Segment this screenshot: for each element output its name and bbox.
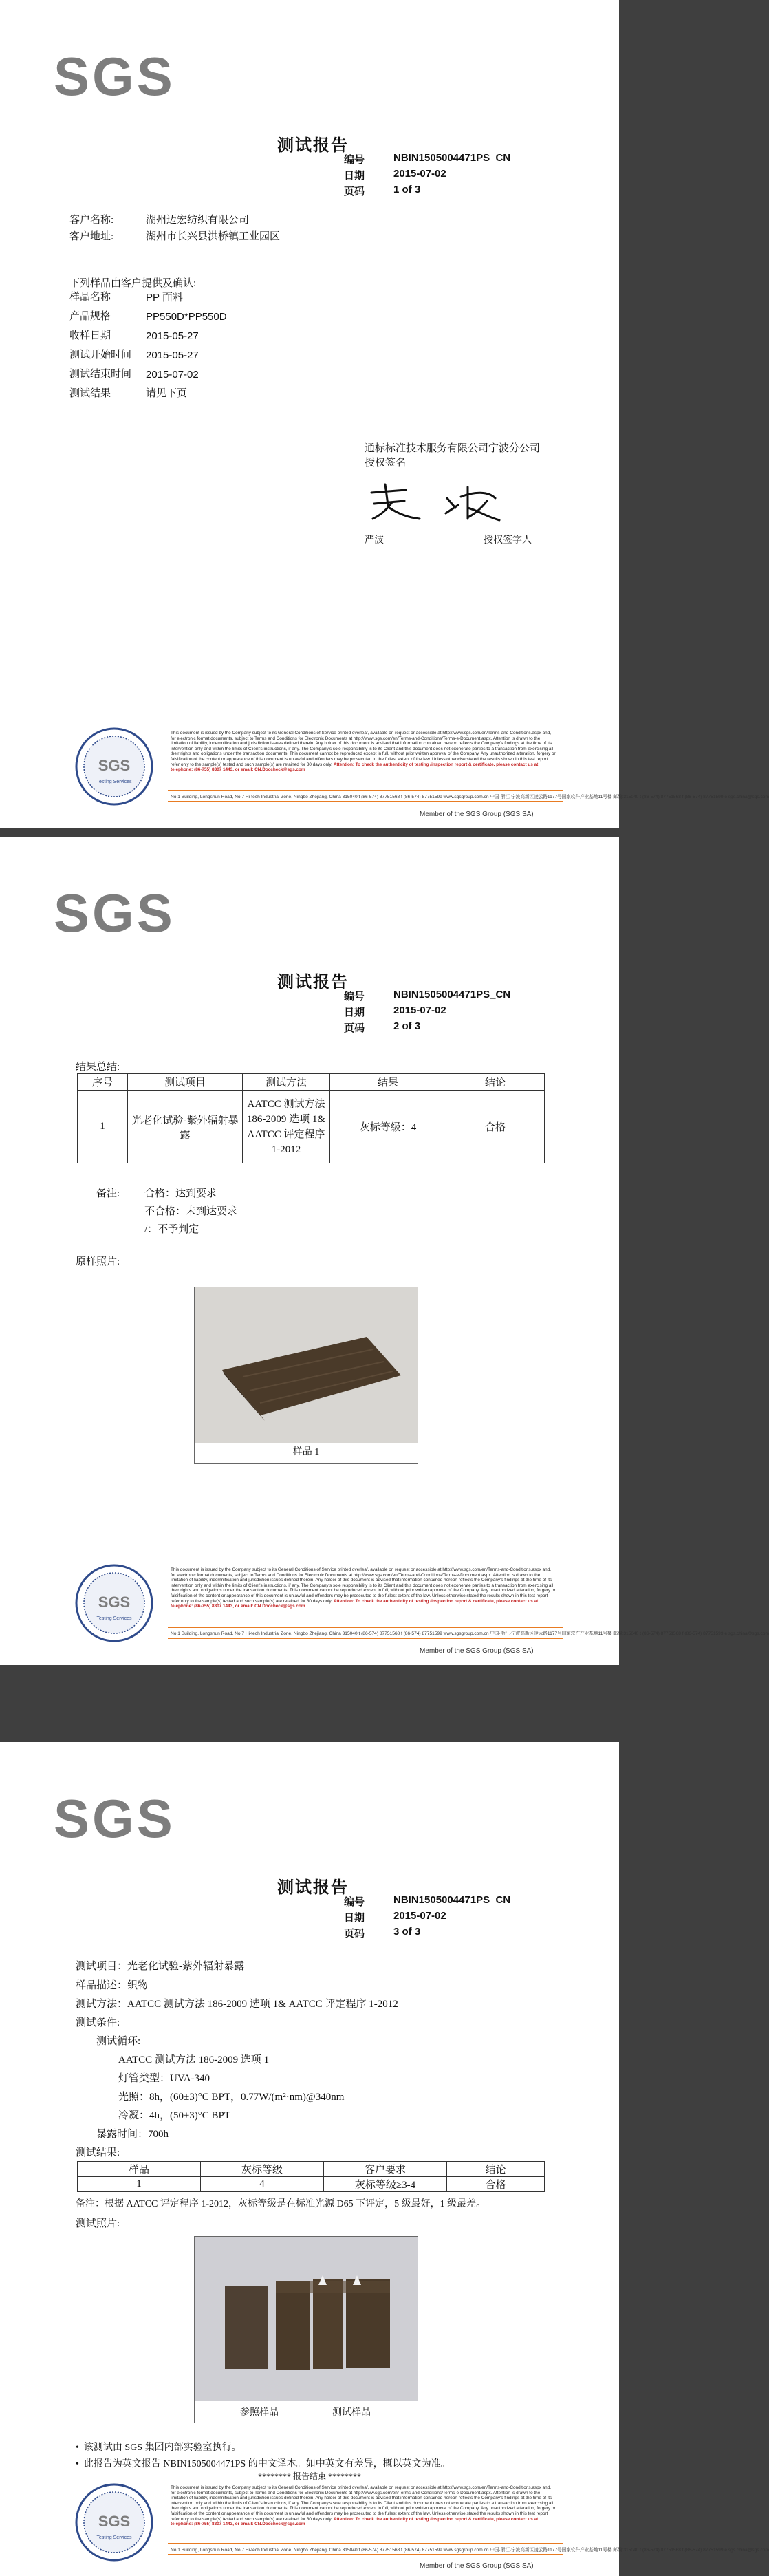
- sgs-testing-seal: [74, 2482, 154, 2562]
- sample-value: 2015-05-27: [146, 330, 199, 342]
- authorized-signature-label: 授权签名: [365, 458, 407, 469]
- authenticity-warning: Attention: To check the authenticity of testing /inspection report & certificate, please contact us at telephone: (86-755) 8307 1443, or email: CN.Doccheck@sgs.com: [171, 762, 539, 773]
- disclaimer-text: This document is issued by the Company subject to its General Conditions of Service printed overleaf, available on request or accessible at http://www.sgs.com/en/Terms-and-Conditions.aspx and, for electronic format documents, subject to Terms and Conditions for Electronic Documents at http://www.sgs.com/en/Terms-and-Conditions/Terms-e-Document.aspx. Attention is drawn to the limitation of liability, indemnification and jurisdiction issues defined therein. Any holder of this document is advised that information contained hereon reflects the Company's findings at the time of its intervention only and within the limits of Client's instructions, if any. The Company's sole responsibility is to its Client and this document does not exonerate parties to a transaction from exercising all their rights and obligations under the transaction documents. This document cannot be reproduced except in full, without prior written approval of the Company. Any unauthorized alteration, forgery or falsification of the content or appearance of this document is unlawful and offenders may be prosecuted to the fullest extent of the law. Unless otherwise stated the results shown in this test report refer only to the sample(s) tested and such sample(s) are retained for 30 days only.: [171, 2485, 556, 2522]
- sgs-logo: SGS: [54, 883, 175, 943]
- sgs-logo: SGS: [54, 1788, 175, 1849]
- result-table: [77, 2161, 545, 2192]
- test-photo-label: 测试照片:: [76, 2218, 120, 2229]
- sample-photo-frame: [194, 1287, 418, 1464]
- sample-number: 1: [78, 2177, 201, 2192]
- svg-text:Testing Services: Testing Services: [96, 1616, 132, 1621]
- page-label: 页码: [344, 1928, 365, 1940]
- report-header: [344, 152, 510, 200]
- sample-info: [69, 288, 227, 403]
- test-photo: [195, 2237, 418, 2401]
- result-conclusion: 合格: [447, 2177, 545, 2192]
- col-header: 序号: [78, 1074, 128, 1091]
- sample-label: 测试结果: [69, 387, 111, 399]
- summary-row: [78, 1091, 545, 1163]
- lamp-type: 灯管类型：UVA-340: [118, 2073, 210, 2084]
- report-header: [344, 989, 510, 1036]
- note-item: 合格：达到要求: [144, 1188, 217, 1199]
- summary-table: [77, 1073, 545, 1163]
- sample-label: 测试开始时间: [69, 349, 132, 361]
- page-label: 页码: [344, 1022, 365, 1034]
- footer-disclaimer: [171, 1567, 556, 1609]
- cycle-method: AATCC 测试方法 186-2009 选项 1: [118, 2054, 270, 2065]
- report-page-2: [0, 837, 769, 1665]
- report-title: 测试报告: [277, 1879, 349, 1897]
- result-row: [78, 2177, 545, 2192]
- client-requirement: 灰标等级≥3-4: [324, 2177, 447, 2192]
- photo-caption: 样品 1: [292, 1447, 320, 1457]
- closing-line: • 此报告为英文报告 NBIN1505004471PS 的中文译本。如中英文有差异，概以英文为准。: [76, 2459, 451, 2469]
- closing-text: 此报告为英文报告 NBIN1505004471PS 的中文译本。如中英文有差异，概以英文为准。: [83, 2459, 451, 2469]
- summary-header-row: [78, 1074, 545, 1091]
- lab-company: 通标标准技术服务有限公司宁波分公司: [365, 443, 541, 454]
- results-label: 测试结果:: [76, 2147, 120, 2158]
- page-label: 页码: [344, 186, 365, 197]
- signer-title: 授权签字人: [484, 535, 532, 546]
- sample-label: 样品名称: [69, 291, 111, 303]
- footer-address: No.1 Building, Longshun Road, No.7 Hi-tech Industrial Zone, Ningbo Zhejiang, China 315040 t (86-574) 87751568 f (86-574) 87751599 www.sgsgroup.com.cn 中国·浙江·宁波高新区凌云路1177号国家软件产业基地11号楼 邮编:315040 t (86-574) 87751568 f (86-574) 87751599 e sgs.china@sgs.com: [168, 2543, 563, 2555]
- test-item: 光老化试验-紫外辐射暴露: [128, 1091, 243, 1163]
- sgs-member-text: Member of the SGS Group (SGS SA): [420, 1647, 534, 1655]
- sgs-testing-seal: [74, 1563, 154, 1643]
- report-header: [344, 1894, 510, 1942]
- client-address: 湖州市长兴县洪桥镇工业园区: [146, 230, 281, 242]
- date-label: 日期: [344, 170, 365, 182]
- sample-value: 2015-05-27: [146, 349, 199, 361]
- date-label: 日期: [344, 1912, 365, 1924]
- result-note: 备注：根据 AATCC 评定程序 1-2012，灰标等级是在标准光源 D65 下评定，5 级最好，1 级最差。: [76, 2199, 486, 2209]
- test-item: 测试项目：光老化试验-紫外辐射暴露: [76, 1961, 244, 1972]
- sample-value: PP 面料: [146, 291, 183, 303]
- conditions-label: 测试条件:: [76, 2017, 120, 2028]
- test-method: AATCC 测试方法 186-2009 选项 1& AATCC 评定程序 1-2012: [243, 1091, 330, 1163]
- row-number: 1: [78, 1091, 128, 1163]
- sgs-testing-seal: [74, 727, 154, 806]
- photo-caption-reference: 参照样品: [240, 2407, 279, 2418]
- col-header: 结论: [446, 1074, 545, 1091]
- client-address-label: 客户地址:: [69, 230, 114, 242]
- report-number: NBIN1505004471PS_CN: [393, 1894, 511, 1906]
- closing-text: 该测试由 SGS 集团内部实验室执行。: [83, 2443, 241, 2453]
- client-name-label: 客户名称:: [69, 214, 114, 226]
- col-header: 结果: [330, 1074, 446, 1091]
- col-header: 灰标等级: [201, 2162, 324, 2177]
- client-info: [69, 211, 280, 244]
- sample-label: 测试结束时间: [69, 368, 132, 380]
- sgs-member-text: Member of the SGS Group (SGS SA): [420, 2562, 534, 2570]
- report-title: 测试报告: [277, 974, 349, 991]
- disclaimer-text: This document is issued by the Company subject to its General Conditions of Service printed overleaf, available on request or accessible at http://www.sgs.com/en/Terms-and-Conditions.aspx and, for electronic format documents, subject to Terms and Conditions for Electronic Documents at http://www.sgs.com/en/Terms-and-Conditions/Terms-e-Document.aspx. Attention is drawn to the limitation of liability, indemnification and jurisdiction issues defined therein. Any holder of this document is advised that information contained hereon reflects the Company's findings at the time of its intervention only and within the limits of Client's instructions, if any. The Company's sole responsibility is to its Client and this document does not exonerate parties to a transaction from exercising all their rights and obligations under the transaction documents. This document cannot be reproduced except in full, without prior written approval of the Company. Any unauthorized alteration, forgery or falsification of the content or appearance of this document is unlawful and offenders may be prosecuted to the fullest extent of the law. Unless otherwise stated the results shown in this test report refer only to the sample(s) tested and such sample(s) are retained for 30 days only.: [171, 1567, 556, 1604]
- svg-text:Testing Services: Testing Services: [96, 780, 132, 784]
- sgs-member-text: Member of the SGS Group (SGS SA): [420, 811, 534, 818]
- light-condition: 光照：8h，(60±3)°C BPT，0.77W/(m²·nm)@340nm: [118, 2092, 345, 2103]
- report-title: 测试报告: [277, 137, 349, 155]
- sample-description: 样品描述：织物: [76, 1980, 149, 1991]
- svg-text:SGS: SGS: [98, 757, 131, 774]
- test-method: 测试方法：AATCC 测试方法 186-2009 选项 1& AATCC 评定程序 1-2012: [76, 1999, 398, 2010]
- signer-name: 严波: [365, 535, 384, 546]
- col-header: 测试方法: [243, 1074, 330, 1091]
- page-number: 2 of 3: [393, 1020, 421, 1032]
- cycle-label: 测试循环:: [96, 2036, 141, 2047]
- condensation-condition: 冷凝：4h，(50±3)°C BPT: [118, 2110, 230, 2121]
- svg-text:Testing Services: Testing Services: [96, 2535, 132, 2540]
- sample-value: 请见下页: [146, 387, 188, 399]
- report-number: NBIN1505004471PS_CN: [393, 152, 511, 164]
- disclaimer-text: This document is issued by the Company subject to its General Conditions of Service printed overleaf, available on request or accessible at http://www.sgs.com/en/Terms-and-Conditions.aspx and, for electronic format documents, subject to Terms and Conditions for Electronic Documents at http://www.sgs.com/en/Terms-and-Conditions/Terms-e-Document.aspx. Attention is drawn to the limitation of liability, indemnification and jurisdiction issues defined therein. Any holder of this document is advised that information contained hereon reflects the Company's findings at the time of its intervention only and within the limits of Client's instructions, if any. The Company's sole responsibility is to its Client and this document does not exonerate parties to a transaction from exercising all their rights and obligations under the transaction documents. This document cannot be reproduced except in full, without prior written approval of the Company. Any unauthorized alteration, forgery or falsification of the content or appearance of this document is unlawful and offenders may be prosecuted to the fullest extent of the law. Unless otherwise stated the results shown in this test report refer only to the sample(s) tested and such sample(s) are retained for 30 days only.: [171, 731, 556, 767]
- footer-address: No.1 Building, Longshun Road, No.7 Hi-tech Industrial Zone, Ningbo Zhejiang, China 315040 t (86-574) 87751568 f (86-574) 87751599 www.sgsgroup.com.cn 中国·浙江·宁波高新区凌云路1177号国家软件产业基地11号楼 邮编:315040 t (86-574) 87751568 f (86-574) 87751599 e sgs.china@sgs.com: [168, 790, 563, 802]
- result-header-row: [78, 2162, 545, 2177]
- date-label: 日期: [344, 1007, 365, 1018]
- page-number: 1 of 3: [393, 184, 421, 195]
- end-marker: ******** 报告结束 ********: [257, 2471, 361, 2481]
- sample-photo: [195, 1287, 418, 1443]
- notes-label: 备注:: [96, 1188, 120, 1199]
- svg-text:SGS: SGS: [98, 2513, 131, 2530]
- report-date: 2015-07-02: [393, 1910, 446, 1922]
- client-name: 湖州迈宏纺织有限公司: [146, 214, 250, 226]
- summary-title: 结果总结:: [76, 1062, 120, 1073]
- sample-intro: 下列样品由客户提供及确认:: [69, 278, 197, 289]
- report-page-3: [0, 1742, 769, 2576]
- report-date: 2015-07-02: [393, 1005, 446, 1016]
- sgs-logo: SGS: [54, 46, 175, 107]
- test-conclusion: 合格: [446, 1091, 545, 1163]
- note-item: 不合格：未到达要求: [144, 1206, 238, 1217]
- sample-value: 2015-07-02: [146, 368, 199, 380]
- photo-caption-test: 测试样品: [332, 2407, 371, 2418]
- number-label: 编号: [344, 154, 365, 166]
- col-header: 客户要求: [324, 2162, 447, 2177]
- authenticity-warning: Attention: To check the authenticity of testing /inspection report & certificate, please contact us at telephone: (86-755) 8307 1443, or email: CN.Doccheck@sgs.com: [171, 2516, 539, 2527]
- page-number: 3 of 3: [393, 1926, 421, 1938]
- footer-disclaimer: [171, 2485, 556, 2527]
- report-date: 2015-07-02: [393, 168, 446, 180]
- footer-address: No.1 Building, Longshun Road, No.7 Hi-tech Industrial Zone, Ningbo Zhejiang, China 315040 t (86-574) 87751568 f (86-574) 87751599 www.sgsgroup.com.cn 中国·浙江·宁波高新区凌云路1177号国家软件产业基地11号楼 邮编:315040 t (86-574) 87751568 f (86-574) 87751599 e sgs.china@sgs.com: [168, 1627, 563, 1639]
- footer-disclaimer: [171, 731, 556, 773]
- number-label: 编号: [344, 991, 365, 1002]
- sample-label: 收样日期: [69, 330, 111, 341]
- test-photo-frame: [194, 2236, 418, 2423]
- closing-line: • 该测试由 SGS 集团内部实验室执行。: [76, 2443, 241, 2453]
- exposure-time: 暴露时间：700h: [96, 2129, 169, 2140]
- photo-label: 原样照片:: [76, 1256, 120, 1267]
- authenticity-warning: Attention: To check the authenticity of testing /inspection report & certificate, please contact us at telephone: (86-755) 8307 1443, or email: CN.Doccheck@sgs.com: [171, 1598, 539, 1609]
- number-label: 编号: [344, 1896, 365, 1908]
- col-header: 结论: [447, 2162, 545, 2177]
- test-result: 灰标等级：4: [330, 1091, 446, 1163]
- grey-scale-grade: 4: [201, 2177, 324, 2192]
- report-page-1: [0, 0, 769, 828]
- sample-value: PP550D*PP550D: [146, 310, 227, 323]
- col-header: 样品: [78, 2162, 201, 2177]
- handwritten-signature: [365, 477, 523, 526]
- sample-label: 产品规格: [69, 310, 111, 322]
- svg-text:SGS: SGS: [98, 1593, 131, 1611]
- note-item: /：不予判定: [144, 1224, 199, 1235]
- col-header: 测试项目: [128, 1074, 243, 1091]
- report-number: NBIN1505004471PS_CN: [393, 989, 511, 1000]
